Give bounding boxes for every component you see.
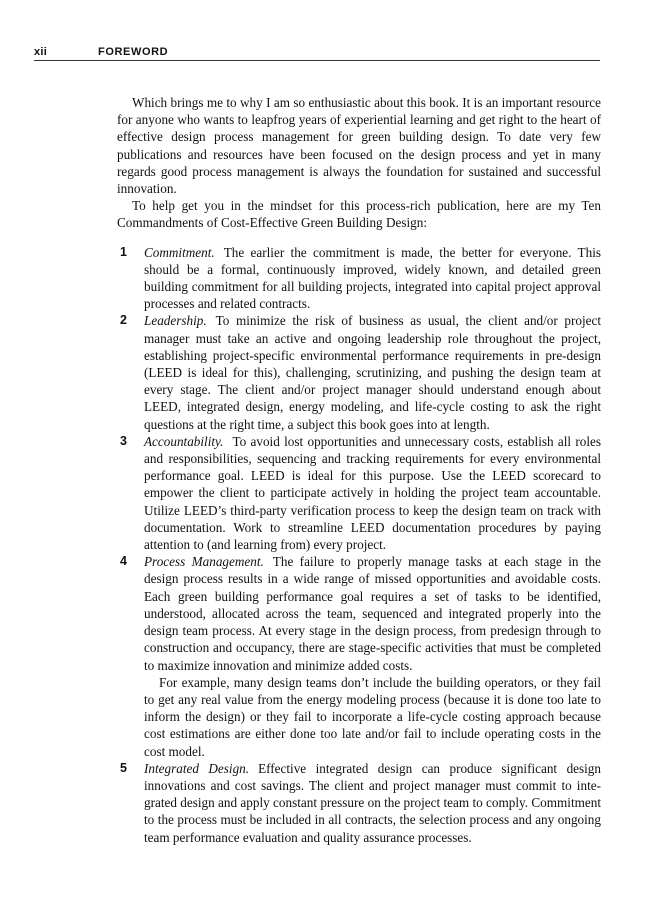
commandment-term: Accountability.: [144, 433, 224, 449]
intro-paragraph: To help get you in the mindset for this process-rich publication, here are my Ten Commandments of Cost-Effective Green Building Design:: [117, 198, 601, 231]
commandment-item: [117, 312, 601, 432]
commandment-number: 5: [120, 760, 127, 775]
commandment-number: 2: [120, 313, 127, 328]
commandment-term: Integrated Design.: [144, 760, 250, 776]
commandment-item: [117, 433, 601, 553]
commandment-term: Process Management.: [144, 554, 264, 570]
commandment-item: [117, 760, 601, 846]
intro-paragraph: Which brings me to why I am so enthusiastic about this book. It is an important resource for anyone who wants to leapfrog years of experiential learning and get right to the heart of effective design process management for green building design. To date very few publications and resources have been focused on the design process and yet in many regards good process management is always the foundation for sustained and successful innovation.: [117, 95, 601, 197]
commandment-term: Leadership.: [144, 313, 207, 329]
commandment-number: 3: [120, 433, 127, 448]
commandment-example-paragraph: For example, many design teams don’t include the building operators, or they fail to get any real value from the energy modeling process (because it is done too late to inform the design) or they fail to incorporate a life-cycle costing approach because cost estimations are either done too late and/or fail to include operating costs in the cost model.: [144, 674, 601, 759]
commandment-term: Commitment.: [144, 244, 215, 260]
page-body: [117, 94, 601, 846]
section-title: FOREWORD: [98, 46, 169, 58]
commandment-number: 4: [120, 554, 127, 569]
commandment-text: The earlier the commitment is made, the better for everyone. This should be a formal, continuously improved, widely known, and detailed green building commitment for all building projects, integrated into capital project approval processes and related contracts.: [144, 244, 601, 312]
commandment-number: 1: [120, 244, 127, 259]
commandment-text: The failure to properly manage tasks at each stage in the design process results in a wide range of missed opportunities and avoidable costs. Each green building performance goal requires a set of tasks to be identified, understood, allocated across the team, sequenced and integrated properly into the design team process. At every stage in the design process, from predesign through to construction and occupancy, there are stage-specific activities that must be completed to maximize innovation and minimize added costs.: [144, 554, 601, 673]
commandment-text: To avoid lost opportunities and unnecessary costs, establish all roles and responsibilities, sequencing and tracking requirements for every environmental performance goal. LEED is ideal for this purpose. Use the LEED scorecard to empower the client to participate actively in holding the project team accountable. Utilize LEED’s third-party verification process to keep the design team on track with documentation. Work to streamline LEED documentation procedures by paying attention to (and learning from) every project.: [144, 433, 601, 553]
running-header: [34, 44, 600, 61]
commandment-text: To minimize the risk of business as usual, the client and/or project manager must take an active and ongoing leadership role throughout the project, establishing project-specific environmental performance requirements in pre-design (LEED is ideal for this), challenging, scrutinizing, and pushing the design team at every stage. The client and/or project manager should understand enough about LEED, integrated design, energy modeling, and life-cycle costing to ask the right questions at the right time, a subject this book goes into at length.: [144, 313, 601, 432]
page-number: xii: [34, 46, 48, 58]
commandments-list: [117, 244, 601, 846]
commandment-item: [117, 553, 601, 759]
commandment-text: Effective integrated design can produce significant design innovations and cost savings. The client and project manager must commit to integrated design and apply constant pressure on the project team to comply. Commitment to the process must be included in all contracts, the selection process and any ongoing team performance evaluation and quality assurance processes.: [144, 760, 601, 845]
commandment-item: [117, 244, 601, 313]
